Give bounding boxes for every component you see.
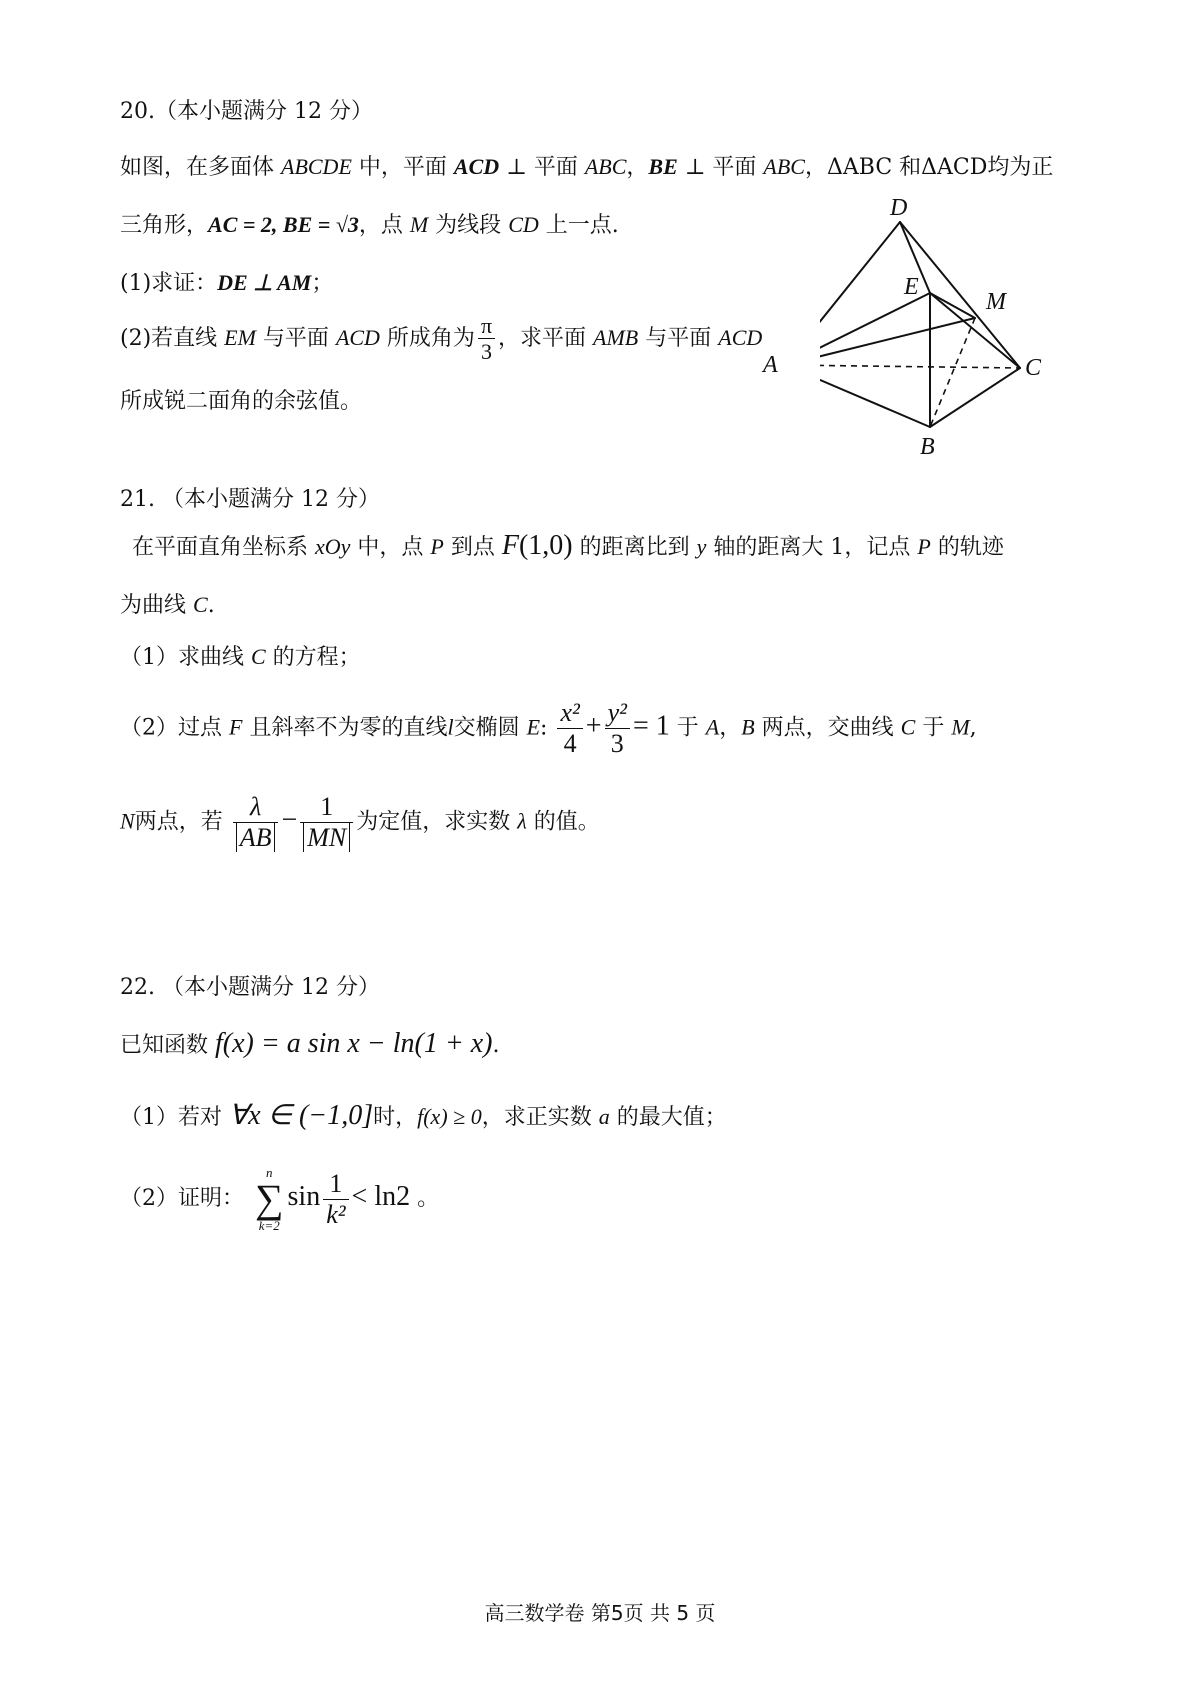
q20-line2: 三角形，AC = 2, BE = √3，点 M 为线段 CD 上一点. [120,212,619,238]
label-E: E [904,274,919,300]
q20-heading: 20.（本小题满分 12 分） [120,99,373,124]
q21-line2: 为曲线 C. [120,592,215,618]
q21-part1: （1）求曲线 C 的方程； [120,644,361,670]
q22-part2: （2）证明： n ∑ k=2 sin $\frac{1}{\text{k²}}$ < ln2 。 [120,1165,440,1233]
edge-EC [930,293,1020,368]
q22-heading: 22. （本小题满分 12 分） [120,975,380,1000]
lambda-over-ab: $\frac{\lambda}{AB}$ [233,792,279,853]
label-B: B [920,434,935,460]
label-C: C [1025,355,1042,381]
ellipse-y-term: $\frac{\text{y²}}{3}$ [605,698,630,759]
q21-heading: 21. （本小题满分 12 分） [120,487,380,512]
segment-AM [820,318,975,365]
page-footer: 高三数学卷 第5页 共 5 页 [484,1601,716,1625]
edge-AE [820,293,930,365]
label-M: M [986,289,1006,315]
label-A: A [763,352,778,378]
q21-part2: （2）过点 F 且斜率不为零的直线l交椭圆 E: $\frac{\text{x²}}{4}$ + $\frac{\text{y²}}{3}$ = 1 于 A，B 两点，交曲线 C 于 M, [120,698,977,758]
q20-part2: (2)若直线 EM 与平面 ACD 所成角为 $\frac{\pi}{3}$ ，求平面 AMB 与平面 ACD [120,313,763,365]
pi-over-3: $\frac{\pi}{3}$ [478,313,495,365]
one-over-mn: $\frac{1}{MN}$ [300,792,353,853]
q21-line1: 在平面直角坐标系 xOy 中，点 P 到点 F(1,0) 的距离比到 y 轴的距离大 1，记点 P 的轨迹 [132,530,1004,561]
summation: n ∑ k=2 [255,1165,284,1233]
q20-part2-line2: 所成锐二面角的余弦值。 [120,389,363,414]
edge-AD [820,222,900,365]
q20-part1: (1)求证：DE ⊥ AM； [120,270,334,296]
label-D: D [890,195,908,221]
q20-line1: 如图，在多面体 ABCDE 中，平面 ACD ⊥ 平面 ABC，BE ⊥ 平面 ABC，ΔABC 和ΔACD均为正 [120,154,1054,180]
one-over-k-squared: $\frac{1}{\text{k²}}$ [323,1169,348,1230]
q22-line1: 已知函数 f(x) = a sin x − ln(1 + x). [120,1028,500,1059]
polyhedron-figure [820,205,1070,465]
q22-part1: （1）若对 ∀x ∈ (−1,0]时，f(x) ≥ 0，求正实数 a 的最大值； [120,1100,727,1131]
ellipse-x-term: $\frac{\text{x²}}{4}$ [557,698,582,759]
q21-part2-line2: N两点，若 $\frac{\lambda}{AB}$ − $\frac{1}{MN}$ 为定值，求实数 λ 的值。 [120,792,600,852]
edge-BC [930,368,1020,427]
edge-AC-hidden [820,365,1020,368]
segment-MB-hidden [930,318,975,427]
edge-AB [820,365,930,427]
